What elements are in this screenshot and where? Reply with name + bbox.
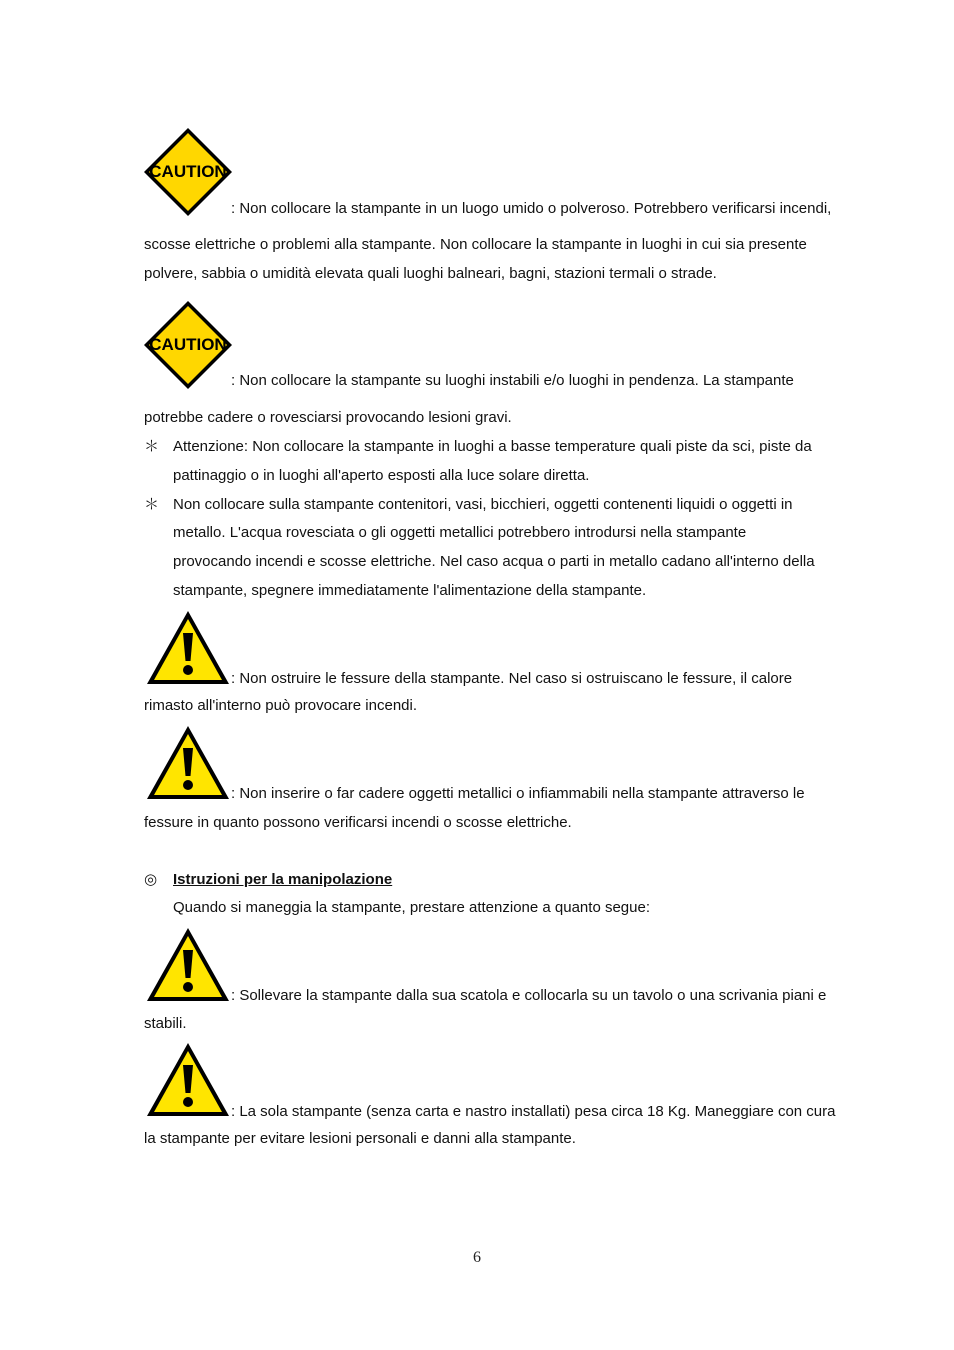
note-2-line-3: provocando incendi e scosse elettriche. Nel caso acqua o parti in metallo cadano all'interno della (173, 553, 815, 570)
warning-triangle-icon (145, 926, 231, 1003)
warning-triangle-icon (145, 1041, 231, 1118)
note-2-bullet: ＊ (144, 496, 160, 513)
warning-4-line-1: : La sola stampante (senza carta e nastro installati) pesa circa 18 Kg. Maneggiare con cura (231, 1103, 836, 1120)
warning-3-line-2: stabili. (144, 1015, 187, 1032)
section-heading: Istruzioni per la manipolazione (173, 871, 393, 888)
section-bullet: ◎ (144, 871, 158, 888)
note-2-line-2: metallo. L'acqua rovesciata o gli oggetti metallici potrebbero introdursi nella stampante (173, 524, 747, 541)
svg-text:CAUTION: CAUTION (149, 162, 227, 181)
note-1-bullet: ＊ (144, 438, 160, 455)
svg-text:CAUTION: CAUTION (149, 335, 227, 354)
note-1-line-2: pattinaggio o in luoghi all'aperto esposti alla luce solare diretta. (173, 467, 590, 484)
note-1-line-1: Attenzione: Non collocare la stampante in luoghi a basse temperature quali piste da sci, piste da (173, 438, 812, 455)
warning-triangle-icon (145, 609, 231, 686)
section-intro: Quando si maneggia la stampante, prestare attenzione a quanto segue: (173, 899, 650, 916)
caution-2-line-1: : Non collocare la stampante su luoghi instabili e/o luoghi in pendenza. La stampante (231, 372, 794, 389)
warning-4-line-2: la stampante per evitare lesioni personali e danni alla stampante. (144, 1130, 576, 1147)
caution-sign-icon (142, 299, 234, 391)
caution-1-line-1: : Non collocare la stampante in un luogo umido o polveroso. Potrebbero verificarsi incendi, (231, 200, 832, 217)
note-2-line-4: stampante, spegnere immediatamente l'alimentazione della stampante. (173, 582, 647, 599)
warning-2-line-2: fessure in quanto possono verificarsi incendi o scosse elettriche. (144, 814, 572, 831)
caution-1-line-3: polvere, sabbia o umidità elevata quali luoghi balneari, bagni, stazioni termali o strade. (144, 265, 717, 282)
note-2-line-1: Non collocare sulla stampante contenitori, vasi, bicchieri, oggetti contenenti liquidi o oggetti in (173, 496, 793, 513)
page-number: 6 (473, 1249, 481, 1266)
warning-1-line-1: : Non ostruire le fessure della stampante. Nel caso si ostruiscano le fessure, il calore (231, 670, 793, 687)
warning-1-line-2: rimasto all'interno può provocare incendi. (144, 697, 418, 714)
warning-2-line-1: : Non inserire o far cadere oggetti metallici o infiammabili nella stampante attraverso le (231, 785, 805, 802)
warning-triangle-icon (145, 724, 231, 801)
warning-3-line-1: : Sollevare la stampante dalla sua scatola e collocarla su un tavolo o una scrivania piani e (231, 987, 827, 1004)
caution-1-line-2: scosse elettriche o problemi alla stampante. Non collocare la stampante in luoghi in cui sia presente (144, 236, 807, 253)
caution-sign-icon (142, 126, 234, 218)
caution-2-line-2: potrebbe cadere o rovesciarsi provocando lesioni gravi. (144, 409, 512, 426)
